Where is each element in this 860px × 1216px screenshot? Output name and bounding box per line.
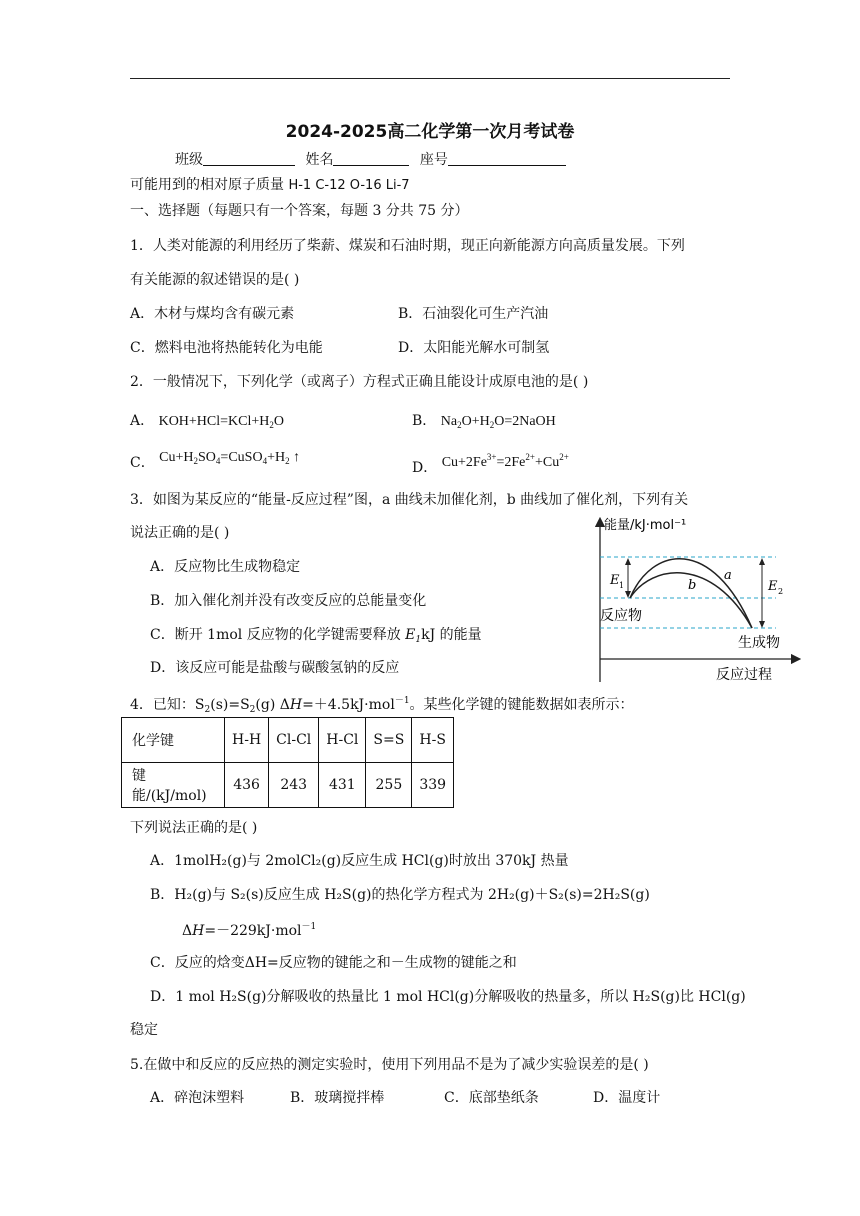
q4-ask: 下列说法正确的是( ) (130, 820, 258, 836)
table-cell: 化学键 (122, 718, 225, 763)
seat-blank[interactable] (448, 152, 566, 166)
table-cell: 255 (366, 763, 412, 808)
table-row (122, 718, 454, 763)
table-cell: 431 (319, 763, 366, 808)
q4-option-d-line1: D．1 mol H₂S(g)分解吸收的热量比 1 mol HCl(g)分解吸收的热量多，所以 H₂S(g)比 HCl(g) (150, 989, 746, 1005)
q2-b-equation: $Na_2O+H_2O=2NaOH$ (440, 414, 556, 430)
e1-label: E (610, 573, 620, 588)
seat-label: 座号 (419, 152, 448, 168)
name-label: 姓名 (305, 152, 334, 168)
q5-option-d: D．温度计 (593, 1090, 661, 1106)
top-rule (130, 78, 730, 79)
x-axis-label: 反应过程 (716, 667, 772, 683)
q4-option-d-line2: 稳定 (130, 1022, 158, 1038)
q3-option-d: D．该反应可能是盐酸与碳酸氢钠的反应 (150, 660, 400, 676)
e2-subscript: 2 (778, 587, 784, 596)
q1-option-a: A．木材与煤均含有碳元素 (130, 306, 295, 322)
q1-option-b: B．石油裂化可生产汽油 (398, 306, 549, 322)
q5-stem: 5.在做中和反应的反应热的测定实验时，使用下列用品不是为了减少实验误差的是( ) (130, 1057, 649, 1073)
q2-b-label: B． (412, 413, 437, 429)
q2-d-label: D． (412, 460, 438, 476)
atomic-mass-line (130, 176, 410, 195)
q2-option-c (130, 448, 300, 470)
q2-a-equation: $KOH+HCl=KCl+H_2O$ (158, 414, 285, 430)
q4-stem: 4．已知：$S_2(s)=S_2(g)$ ΔH=＋4.5kJ·mol$^{-1}$。某些化学键的键能数据如表所示： (130, 696, 634, 715)
q1-stem-line1: 1．人类对能源的利用经历了柴薪、煤炭和石油时期，现正向新能源方向高质量发展。下列 (130, 238, 685, 254)
section-heading: 一、选择题（每题只有一个答案，每题 3 分共 75 分） (130, 203, 469, 219)
q2-option-d (412, 448, 569, 476)
q4-option-b-line1: B．H₂(g)与 S₂(s)反应生成 H₂S(g)的热化学方程式为 2H₂(g)＋S₂(s)=2H₂S(g) (150, 887, 650, 903)
q5-option-c: C．底部垫纸条 (444, 1090, 539, 1106)
class-blank[interactable] (203, 152, 295, 166)
bond-energy-table (121, 717, 454, 808)
q2-a-label: A． (130, 413, 155, 429)
q3-option-c (150, 626, 482, 649)
q3-option-b: B．加入催化剂并没有改变反应的总能量变化 (150, 593, 427, 609)
q3-option-a: A．反应物比生成物稳定 (150, 559, 301, 575)
q3-c-pre: C．断开 1mol 反应物的化学键需要释放 (150, 627, 401, 643)
energy-profile-diagram (592, 516, 802, 686)
q2-c-label: C． (130, 455, 155, 471)
student-info-row (175, 151, 566, 169)
curve-a (630, 559, 752, 628)
curve-b-label: b (688, 578, 697, 593)
q2-option-a (130, 412, 284, 434)
q4-option-a: A．1molH₂(g)与 2molCl₂(g)反应生成 HCl(g)时放出 370kJ 热量 (150, 853, 569, 869)
e1-subscript: 1 (619, 581, 625, 590)
q4-option-c: C．反应的焓变ΔH=反应物的键能之和－生成物的键能之和 (150, 955, 517, 971)
q2-d-equation: $Cu+2Fe^{3+}=2Fe^{2+}+Cu^{2+}$ (441, 452, 569, 470)
table-cell: H-H (225, 718, 269, 763)
e2-label: E (768, 579, 778, 594)
q3-stem-line1: 3．如图为某反应的“能量-反应过程”图，a 曲线未加催化剂，b 曲线加了催化剂，下列有关 (130, 492, 689, 508)
product-label: 生成物 (738, 635, 780, 651)
q1-option-c: C．燃料电池将热能转化为电能 (130, 340, 323, 356)
q1-option-d: D．太阳能光解水可制氢 (398, 340, 550, 356)
table-cell: H-S (412, 718, 454, 763)
atomic-mass-label: 可能用到的相对原子质量 (130, 177, 284, 193)
y-axis-label: 能量/kJ·mol⁻¹ (604, 518, 687, 533)
q5-option-b: B．玻璃搅拌棒 (290, 1090, 385, 1106)
q3-stem-line2: 说法正确的是( ) (130, 525, 230, 541)
table-cell: S=S (366, 718, 412, 763)
table-cell: 键能/(kJ/mol) (122, 763, 225, 808)
atomic-mass-values: H-1 C-12 O-16 Li-7 (288, 178, 410, 193)
q2-option-b (412, 412, 556, 434)
page-title: 2024-2025高二化学第一次月考试卷 (285, 122, 575, 142)
table-cell: 436 (225, 763, 269, 808)
q4-option-b-line2: ΔH=－229kJ·mol$^{-1}$ (182, 922, 317, 939)
table-row (122, 763, 454, 808)
table-cell: 339 (412, 763, 454, 808)
q3-c-symbol: $E_1$ (405, 627, 422, 645)
q5-option-a: A．碎泡沫塑料 (150, 1090, 245, 1106)
q1-stem-line2: 有关能源的叙述错误的是( ) (130, 272, 300, 288)
reactant-label: 反应物 (600, 608, 642, 624)
q2-c-equation: $Cu+H_2SO_4=CuSO_4+H_2$ ↑ (159, 450, 301, 466)
table-cell: Cl-Cl (269, 718, 319, 763)
table-cell: H-Cl (319, 718, 366, 763)
curve-a-label: a (724, 568, 732, 583)
name-blank[interactable] (333, 152, 409, 166)
class-label: 班级 (175, 152, 203, 168)
q3-c-post: kJ 的能量 (421, 627, 482, 643)
q2-stem: 2．一般情况下，下列化学（或离子）方程式正确且能设计成原电池的是( ) (130, 374, 589, 390)
table-cell: 243 (269, 763, 319, 808)
